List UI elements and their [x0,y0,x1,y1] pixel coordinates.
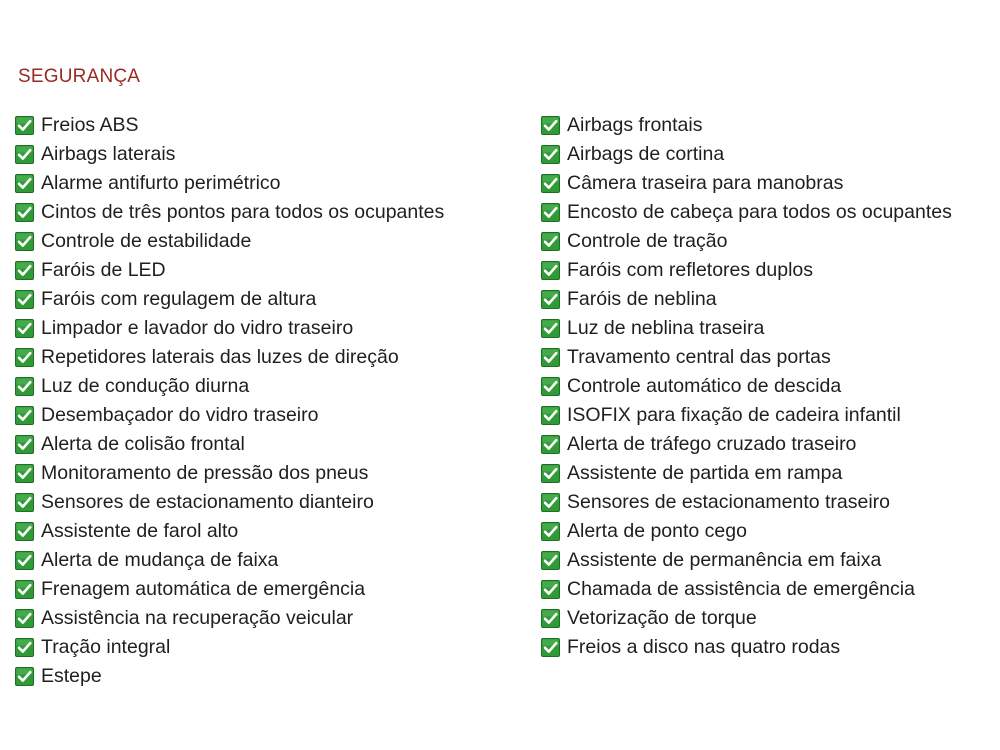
feature-item [541,372,952,401]
checkbox-checked-icon [15,377,34,396]
checkbox-checked-icon [15,319,34,338]
checkbox-checked-icon [15,116,34,135]
feature-item [541,140,952,169]
feature-item [541,633,952,662]
checkbox-checked-icon [541,203,560,222]
checkbox-checked-icon [541,145,560,164]
feature-label: ISOFIX para fixação de cadeira infantil [567,403,901,426]
feature-item [541,256,952,285]
checkbox-checked-icon [541,580,560,599]
feature-label: Limpador e lavador do vidro traseiro [41,316,354,339]
feature-label: Monitoramento de pressão dos pneus [41,461,369,484]
feature-label: Frenagem automática de emergência [41,577,366,600]
feature-item [541,314,952,343]
feature-item [541,459,952,488]
checkbox-checked-icon [15,580,34,599]
checkbox-checked-icon [15,232,34,251]
feature-item [15,111,444,140]
checkbox-checked-icon [15,290,34,309]
feature-label: Assistente de partida em rampa [567,461,843,484]
feature-item [15,285,444,314]
checkbox-checked-icon [15,638,34,657]
feature-item [541,285,952,314]
feature-item [541,604,952,633]
checkbox-checked-icon [541,116,560,135]
feature-item [541,546,952,575]
feature-item [15,314,444,343]
feature-label: Controle de tração [567,229,728,252]
checkbox-checked-icon [541,319,560,338]
section-title: SEGURANÇA [18,66,141,87]
feature-item [15,198,444,227]
checkbox-checked-icon [15,464,34,483]
feature-label: Faróis com regulagem de altura [41,287,317,310]
checkbox-checked-icon [15,435,34,454]
feature-item [15,546,444,575]
checkbox-checked-icon [15,667,34,686]
checkbox-checked-icon [541,348,560,367]
checkbox-checked-icon [541,290,560,309]
checkbox-checked-icon [15,406,34,425]
feature-label: Freios a disco nas quatro rodas [567,635,841,658]
feature-item [541,575,952,604]
feature-label: Estepe [41,664,102,687]
feature-label: Faróis com refletores duplos [567,258,814,281]
feature-item [15,575,444,604]
feature-item [541,401,952,430]
checkbox-checked-icon [541,551,560,570]
feature-label: Controle automático de descida [567,374,842,397]
feature-item [15,517,444,546]
feature-item [541,227,952,256]
feature-item [15,633,444,662]
feature-label: Assistente de farol alto [41,519,239,542]
feature-label: Alerta de colisão frontal [41,432,245,455]
feature-label: Airbags frontais [567,113,703,136]
feature-label: Faróis de neblina [567,287,717,310]
feature-label: Assistente de permanência em faixa [567,548,882,571]
feature-label: Alerta de ponto cego [567,519,747,542]
feature-item [541,198,952,227]
checkbox-checked-icon [541,377,560,396]
checkbox-checked-icon [15,493,34,512]
feature-label: Luz de condução diurna [41,374,250,397]
feature-label: Assistência na recuperação veicular [41,606,354,629]
checkbox-checked-icon [541,493,560,512]
feature-label: Freios ABS [41,113,139,136]
checkbox-checked-icon [541,464,560,483]
feature-item [541,343,952,372]
feature-label: Desembaçador do vidro traseiro [41,403,319,426]
checkbox-checked-icon [541,522,560,541]
feature-label: Sensores de estacionamento dianteiro [41,490,374,513]
checkbox-checked-icon [15,203,34,222]
checkbox-checked-icon [541,638,560,657]
checkbox-checked-icon [15,145,34,164]
feature-item [541,111,952,140]
checkbox-checked-icon [15,348,34,367]
feature-label: Alarme antifurto perimétrico [41,171,281,194]
feature-label: Sensores de estacionamento traseiro [567,490,891,513]
checkbox-checked-icon [15,609,34,628]
feature-item [541,169,952,198]
feature-label: Luz de neblina traseira [567,316,765,339]
feature-item [15,343,444,372]
feature-item [15,430,444,459]
feature-item [15,169,444,198]
feature-label: Alerta de tráfego cruzado traseiro [567,432,857,455]
feature-item [15,227,444,256]
feature-item [15,604,444,633]
feature-label: Controle de estabilidade [41,229,252,252]
checkbox-checked-icon [541,174,560,193]
feature-item [541,488,952,517]
checkbox-checked-icon [541,261,560,280]
feature-item [541,517,952,546]
feature-label: Tração integral [41,635,171,658]
feature-item [541,430,952,459]
feature-item [15,459,444,488]
feature-item [15,256,444,285]
feature-label: Airbags de cortina [567,142,725,165]
checkbox-checked-icon [541,609,560,628]
feature-item [15,401,444,430]
feature-label: Travamento central das portas [567,345,831,368]
feature-label: Câmera traseira para manobras [567,171,844,194]
feature-label: Vetorização de torque [567,606,757,629]
feature-label: Encosto de cabeça para todos os ocupantes [567,200,952,223]
feature-item [15,140,444,169]
checkbox-checked-icon [15,174,34,193]
features-list-right [541,111,952,662]
checkbox-checked-icon [541,406,560,425]
checkbox-checked-icon [541,435,560,454]
feature-label: Alerta de mudança de faixa [41,548,279,571]
checkbox-checked-icon [541,232,560,251]
feature-label: Faróis de LED [41,258,166,281]
feature-label: Repetidores laterais das luzes de direção [41,345,399,368]
checkbox-checked-icon [15,261,34,280]
checkbox-checked-icon [15,551,34,570]
feature-label: Airbags laterais [41,142,176,165]
feature-label: Chamada de assistência de emergência [567,577,915,600]
feature-item [15,372,444,401]
checkbox-checked-icon [15,522,34,541]
features-list-left [15,111,444,691]
feature-item [15,488,444,517]
feature-label: Cintos de três pontos para todos os ocupantes [41,200,445,223]
feature-item [15,662,444,691]
